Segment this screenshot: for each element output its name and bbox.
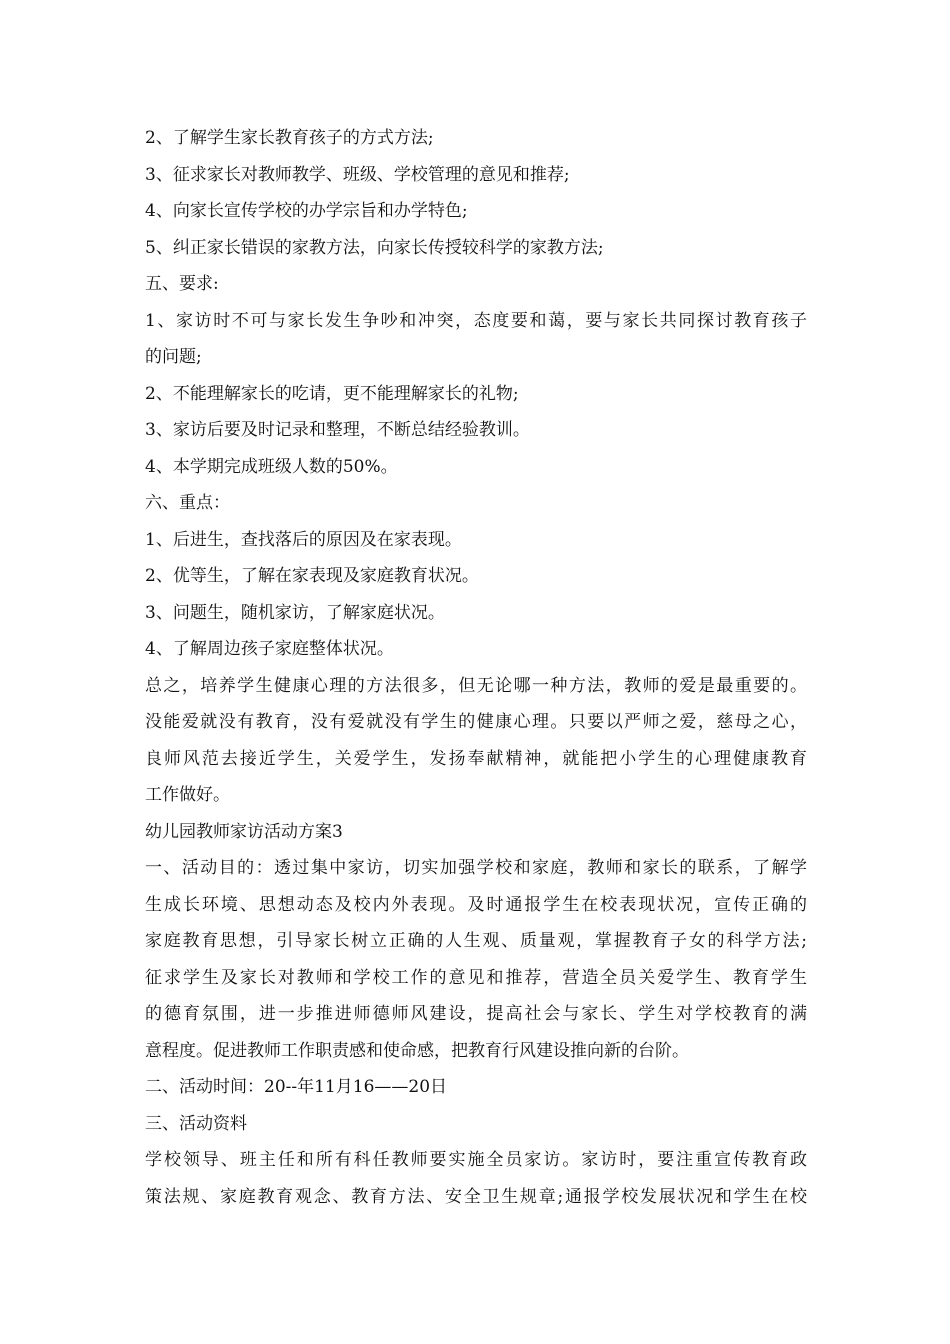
section-heading: 六、重点：	[145, 493, 230, 513]
text-line: 家庭教育思想，引导家长树立正确的人生观、质量观，掌握教育子女的科学方法;	[145, 931, 807, 951]
text-line: 意程度。促进教师工作职责感和使命感，把教育行风建设推向新的台阶。	[145, 1040, 689, 1061]
text-line: 的问题;	[145, 347, 202, 367]
text-line: 生成长环境、思想动态及校内外表现。及时通报学生在校表现状况，宣传正确的	[145, 894, 807, 915]
text-line: 学校领导、班主任和所有科任教师要实施全员家访。家访时，要注重宣传教育政	[145, 1150, 807, 1170]
text-line: 的德育氛围，进一步推进师德师风建设，提高社会与家长、学生对学校教育的满	[145, 1004, 807, 1024]
section-heading: 二、活动时间：20--年11月16——20日	[145, 1077, 448, 1097]
text-line: 没能爱就没有教育，没有爱就没有学生的健康心理。只要以严师之爱，慈母之心，	[145, 712, 807, 732]
text-line: 工作做好。	[145, 785, 230, 805]
section-heading: 三、活动资料	[145, 1113, 247, 1134]
text-line: 1、后进生，查找落后的原因及在家表现。	[145, 529, 462, 550]
text-line: 1、家访时不可与家长发生争吵和冲突，态度要和蔼，要与家长共同探讨教育孩子	[145, 310, 807, 331]
text-line: 策法规、家庭教育观念、教育方法、安全卫生规章;通报学校发展状况和学生在校	[145, 1186, 807, 1207]
section-heading: 五、要求:	[145, 274, 219, 294]
text-line: 总之，培养学生健康心理的方法很多，但无论哪一种方法，教师的爱是最重要的。	[145, 675, 807, 696]
text-line: 3、问题生，随机家访，了解家庭状况。	[145, 602, 445, 623]
text-line: 3、征求家长对教师教学、班级、学校管理的意见和推荐;	[145, 164, 570, 185]
section-title: 幼儿园教师家访活动方案3	[145, 821, 343, 842]
text-line: 3、家访后要及时记录和整理，不断总结经验教训。	[145, 420, 530, 440]
text-line: 4、本学期完成班级人数的50%。	[145, 456, 398, 477]
text-line: 良师风范去接近学生，关爱学生，发扬奉献精神，就能把小学生的心理健康教育	[145, 748, 807, 769]
document-page	[145, 120, 807, 1215]
text-line: 征求学生及家长对教师和学校工作的意见和推荐，营造全员关爱学生、教育学生	[145, 967, 807, 988]
text-line: 2、了解学生家长教育孩子的方式方法;	[145, 128, 434, 148]
text-line: 2、优等生，了解在家表现及家庭教育状况。	[145, 566, 479, 586]
text-line: 5、纠正家长错误的家教方法，向家长传授较科学的家教方法;	[145, 237, 604, 258]
text-line: 2、不能理解家长的吃请，更不能理解家长的礼物;	[145, 383, 519, 404]
text-line: 一、活动目的：透过集中家访，切实加强学校和家庭，教师和家长的联系，了解学	[145, 858, 807, 878]
text-line: 4、向家长宣传学校的办学宗旨和办学特色;	[145, 201, 468, 221]
text-line: 4、了解周边孩子家庭整体状况。	[145, 639, 394, 659]
